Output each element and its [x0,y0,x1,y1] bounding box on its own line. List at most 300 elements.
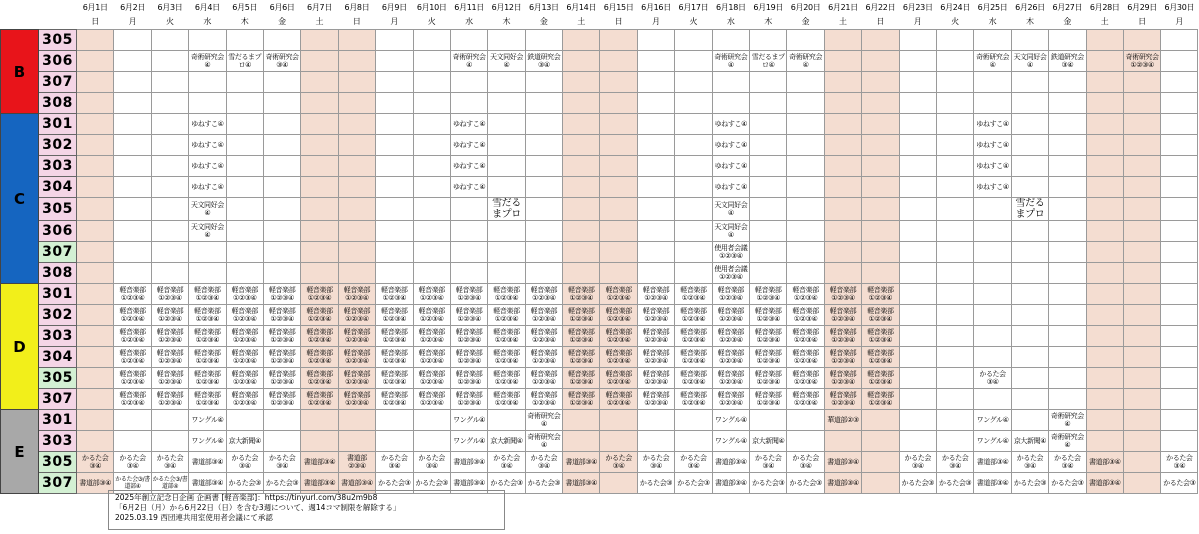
booking-cell: 軽音楽部①②③④ [450,347,487,368]
booking-cell [1161,305,1198,326]
booking-cell [1011,410,1048,431]
booking-cell [1011,368,1048,389]
booking-cell [263,431,300,452]
booking-cell [899,242,936,263]
booking-cell [376,156,413,177]
booking-cell: かるた会③ [376,473,413,494]
booking-cell [675,198,712,221]
booking-cell [338,93,375,114]
booking-cell [824,93,861,114]
room-row [1,72,1198,93]
booking-cell [899,284,936,305]
booking-cell: 奇術研究会③④ [263,51,300,72]
booking-cell: 軽音楽部①②③④ [488,347,525,368]
booking-cell [899,198,936,221]
booking-cell: 軽音楽部①②③④ [413,347,450,368]
booking-cell [338,198,375,221]
room-row [1,51,1198,72]
booking-cell: 軽音楽部①②③④ [114,305,151,326]
booking-cell [114,156,151,177]
booking-cell [376,177,413,198]
weekday-header: 金 [1063,17,1072,26]
booking-cell: 軽音楽部①②③④ [338,347,375,368]
booking-cell [750,263,787,284]
date-header: 6月8日 [344,2,370,12]
weekday-header: 火 [689,17,698,26]
booking-cell: 軽音楽部①②③④ [525,305,562,326]
booking-cell [862,221,899,242]
booking-cell: かるた会③④ [600,452,637,473]
booking-cell [563,156,600,177]
weekday-header: 水 [988,17,997,26]
booking-cell [600,410,637,431]
room-row [1,93,1198,114]
booking-cell [936,242,973,263]
booking-cell [1161,177,1198,198]
date-header: 6月16日 [641,2,671,12]
booking-cell [1123,72,1160,93]
booking-cell: かるた会③ [488,473,525,494]
booking-cell: かるた会③④ [1011,452,1048,473]
booking-cell [675,242,712,263]
booking-cell [637,51,674,72]
booking-cell: 軽音楽部①②③④ [637,368,674,389]
booking-cell: 書道部③④ [338,473,375,494]
booking-cell: 軽音楽部①②③④ [338,284,375,305]
booking-cell: ゆねすこ④ [974,177,1011,198]
booking-cell [114,93,151,114]
booking-cell [376,221,413,242]
booking-cell [77,389,114,410]
booking-cell [1123,156,1160,177]
booking-cell: 軽音楽部①②③④ [600,326,637,347]
booking-cell [338,263,375,284]
booking-cell: 華道部②③ [824,410,861,431]
booking-cell [824,242,861,263]
booking-cell: 軽音楽部①②③④ [301,305,338,326]
booking-cell [226,242,263,263]
booking-cell [1123,242,1160,263]
booking-cell: 書道部③④ [974,473,1011,494]
booking-cell [338,242,375,263]
booking-cell: かるた会③ [1049,473,1086,494]
room-label: 304 [39,347,77,368]
booking-cell: 軽音楽部①②③④ [862,284,899,305]
booking-cell [226,263,263,284]
booking-cell: 書道部③④ [189,473,226,494]
booking-cell [1161,93,1198,114]
booking-cell [600,221,637,242]
booking-cell [563,72,600,93]
booking-cell [637,156,674,177]
booking-cell: ワングル④ [712,410,749,431]
booking-cell: 書道部③④ [712,473,749,494]
booking-cell [862,431,899,452]
booking-cell [114,177,151,198]
booking-cell [1123,452,1160,473]
booking-cell: ゆねすこ④ [712,177,749,198]
booking-cell [862,30,899,51]
room-label: 303 [39,431,77,452]
booking-cell: 雪だるまプロ [488,198,525,221]
booking-cell [77,198,114,221]
booking-cell [263,242,300,263]
booking-cell [77,326,114,347]
room-row [1,242,1198,263]
booking-cell: 書道部③④ [189,452,226,473]
booking-cell [1011,347,1048,368]
booking-cell [675,72,712,93]
booking-cell [77,305,114,326]
date-header: 6月23日 [902,2,933,12]
booking-cell: 軽音楽部①②③④ [637,389,674,410]
booking-cell [750,242,787,263]
booking-cell: 軽音楽部①②③④ [712,326,749,347]
room-row [1,156,1198,177]
booking-cell: 京大新聞④ [488,431,525,452]
booking-cell [936,198,973,221]
booking-cell: 軽音楽部①②③④ [338,368,375,389]
booking-cell [600,156,637,177]
booking-cell [750,114,787,135]
booking-cell [301,177,338,198]
booking-cell [114,30,151,51]
booking-cell [787,410,824,431]
booking-cell [787,156,824,177]
booking-cell: 軽音楽部①②③④ [488,326,525,347]
booking-cell: 軽音楽部①②③④ [525,347,562,368]
booking-cell [525,198,562,221]
booking-cell [974,198,1011,221]
booking-cell [376,93,413,114]
booking-cell [226,198,263,221]
booking-cell [450,72,487,93]
booking-cell [226,135,263,156]
booking-cell [189,72,226,93]
booking-cell [787,221,824,242]
booking-cell: 京大新聞④ [1011,431,1048,452]
booking-cell [600,114,637,135]
date-header: 6月5日 [232,2,258,12]
booking-cell: 軽音楽部①②③④ [301,284,338,305]
booking-cell: 書道部③④ [77,473,114,494]
booking-cell [488,177,525,198]
booking-cell: 軽音楽部①②③④ [563,368,600,389]
booking-cell [525,30,562,51]
booking-cell [750,93,787,114]
booking-cell [525,221,562,242]
booking-cell: 軽音楽部①②③④ [824,284,861,305]
memo-line-3: 2025.03.19 西団連共用室使用者会議にて承認 [115,513,273,522]
room-label: 305 [39,452,77,473]
booking-cell [263,410,300,431]
date-header: 6月9日 [381,2,407,12]
booking-cell [1123,198,1160,221]
date-header-row [1,0,1198,14]
booking-cell: 書道部③④ [1086,473,1123,494]
room-row [1,198,1198,221]
booking-cell: 軽音楽部①②③④ [263,389,300,410]
booking-cell [1086,368,1123,389]
date-header: 6月17日 [678,2,709,12]
booking-cell [675,51,712,72]
booking-cell: かるた会③④ [488,452,525,473]
booking-cell [787,242,824,263]
booking-cell [899,389,936,410]
booking-cell [1123,431,1160,452]
booking-cell [563,431,600,452]
booking-cell: 軽音楽部①②③④ [750,305,787,326]
booking-cell [1049,114,1086,135]
booking-cell: 軽音楽部①②③④ [263,284,300,305]
booking-cell [936,263,973,284]
booking-cell [77,368,114,389]
booking-cell: 軽音楽部①②③④ [787,326,824,347]
room-label: 303 [39,326,77,347]
booking-cell [862,242,899,263]
booking-cell [824,263,861,284]
booking-cell [376,72,413,93]
booking-cell: 軽音楽部①②③④ [189,347,226,368]
booking-cell [413,177,450,198]
booking-cell: かるた会③④ [263,452,300,473]
booking-cell [936,410,973,431]
booking-cell [899,177,936,198]
booking-cell: 軽音楽部①②③④ [301,347,338,368]
weekday-header: 金 [539,17,548,26]
booking-cell [637,135,674,156]
booking-cell: 軽音楽部①②③④ [226,284,263,305]
booking-cell: 軽音楽部①②③④ [750,347,787,368]
booking-cell [637,177,674,198]
booking-cell: かるた会③/書道部④ [151,473,188,494]
booking-cell: 軽音楽部①②③④ [376,305,413,326]
booking-cell: 天文同好会④ [488,51,525,72]
booking-cell [488,30,525,51]
booking-cell [376,51,413,72]
booking-cell: かるた会③ [525,473,562,494]
booking-cell [1049,326,1086,347]
booking-cell [675,221,712,242]
booking-cell: ワングル④ [189,410,226,431]
booking-cell [862,93,899,114]
booking-cell: 書道部③④ [450,473,487,494]
booking-cell: 軽音楽部①②③④ [750,326,787,347]
booking-cell: ゆねすこ④ [712,156,749,177]
booking-cell: 軽音楽部①②③④ [824,305,861,326]
booking-cell [151,263,188,284]
booking-cell: 軽音楽部①②③④ [263,305,300,326]
booking-cell [263,156,300,177]
date-header: 6月24日 [940,2,971,12]
booking-cell: 奇術研究会①②③④ [1123,51,1160,72]
booking-cell: 鉄道研究会③④ [1049,51,1086,72]
booking-cell [787,263,824,284]
room-row [1,347,1198,368]
booking-cell [1049,177,1086,198]
booking-cell [936,326,973,347]
booking-cell: 書道部③④ [563,473,600,494]
booking-cell [750,177,787,198]
booking-cell [862,114,899,135]
booking-cell [1011,93,1048,114]
booking-cell [1161,135,1198,156]
booking-cell [1011,72,1048,93]
booking-cell: 軽音楽部①②③④ [114,368,151,389]
booking-cell [563,51,600,72]
booking-cell [1161,410,1198,431]
booking-cell [77,177,114,198]
booking-cell [263,198,300,221]
booking-cell [114,72,151,93]
booking-cell: 軽音楽部①②③④ [488,368,525,389]
date-header: 6月12日 [491,2,522,12]
weekday-header: 日 [876,17,885,26]
booking-cell [263,135,300,156]
booking-cell: 軽音楽部①②③④ [338,326,375,347]
booking-cell: 書道部③④ [974,452,1011,473]
booking-cell [824,431,861,452]
booking-cell [600,198,637,221]
booking-cell [675,30,712,51]
booking-cell: 軽音楽部①②③④ [226,305,263,326]
booking-cell: 軽音楽部①②③④ [862,368,899,389]
booking-cell [413,72,450,93]
booking-cell [301,242,338,263]
booking-cell: 軽音楽部①②③④ [824,368,861,389]
booking-cell [787,431,824,452]
booking-cell: 軽音楽部①②③④ [862,305,899,326]
booking-cell [77,72,114,93]
booking-cell [376,114,413,135]
booking-cell: かるた会③ [637,473,674,494]
weekday-header: 木 [1025,17,1034,26]
booking-cell: 軽音楽部①②③④ [824,389,861,410]
booking-cell [675,114,712,135]
weekday-header: 火 [951,17,960,26]
booking-cell: 軽音楽部①②③④ [226,347,263,368]
booking-cell [151,30,188,51]
booking-cell: 軽音楽部①②③④ [189,284,226,305]
booking-cell: かるた会③④ [77,452,114,473]
booking-cell [263,93,300,114]
booking-cell: 軽音楽部①②③④ [637,326,674,347]
booking-cell: 軽音楽部①②③④ [675,326,712,347]
booking-cell [77,51,114,72]
booking-cell [151,114,188,135]
booking-cell [77,242,114,263]
date-header: 6月1日 [82,2,108,12]
booking-cell [787,198,824,221]
booking-cell: 軽音楽部①②③④ [525,284,562,305]
date-header: 6月13日 [528,2,559,12]
booking-cell: 軽音楽部①②③④ [637,284,674,305]
booking-cell: 軽音楽部①②③④ [488,389,525,410]
booking-cell [824,156,861,177]
booking-cell [301,135,338,156]
booking-cell [862,263,899,284]
booking-cell [226,72,263,93]
booking-cell [637,93,674,114]
booking-cell: かるた会③ [750,473,787,494]
booking-cell [263,263,300,284]
booking-cell: ゆねすこ④ [189,135,226,156]
date-header: 6月18日 [715,2,746,12]
booking-cell [936,389,973,410]
booking-cell [151,221,188,242]
booking-cell [936,177,973,198]
date-header: 6月14日 [566,2,597,12]
booking-cell: 天文同好会④ [712,221,749,242]
booking-cell [1123,30,1160,51]
booking-cell: 天文同好会④ [1011,51,1048,72]
booking-cell [899,30,936,51]
booking-cell [637,30,674,51]
booking-cell [563,410,600,431]
room-row [1,305,1198,326]
booking-cell: 奇術研究会④ [974,51,1011,72]
weekday-header: 月 [1175,17,1184,26]
booking-cell: かるた会③④ [525,452,562,473]
booking-cell: かるた会③ [226,473,263,494]
booking-cell: 軽音楽部①②③④ [413,368,450,389]
booking-cell [114,198,151,221]
booking-cell [151,431,188,452]
booking-cell: 軽音楽部①②③④ [712,284,749,305]
booking-cell [563,242,600,263]
booking-cell [1011,221,1048,242]
booking-cell [787,72,824,93]
booking-cell: 軽音楽部①②③④ [488,305,525,326]
booking-cell [488,156,525,177]
booking-cell [488,93,525,114]
booking-cell: 軽音楽部①②③④ [338,389,375,410]
booking-cell: ゆねすこ④ [974,156,1011,177]
booking-cell [77,410,114,431]
booking-cell [899,410,936,431]
booking-cell: 軽音楽部①②③④ [450,368,487,389]
booking-cell [77,30,114,51]
booking-cell [563,221,600,242]
booking-cell [301,431,338,452]
booking-cell [1086,156,1123,177]
booking-cell [376,431,413,452]
booking-cell [675,93,712,114]
booking-cell [637,221,674,242]
booking-cell: 軽音楽部①②③④ [376,389,413,410]
booking-cell: 軽音楽部①②③④ [787,368,824,389]
booking-cell: 軽音楽部①②③④ [114,389,151,410]
header-corner [1,14,77,30]
booking-cell [1123,305,1160,326]
booking-cell: かるた会③④ [1049,452,1086,473]
booking-cell: 書道部②③④ [338,452,375,473]
booking-cell: 奇術研究会④ [525,410,562,431]
weekday-header: 金 [278,17,287,26]
booking-cell: 軽音楽部①②③④ [301,326,338,347]
booking-cell [1123,93,1160,114]
booking-cell [1086,221,1123,242]
booking-cell [1011,114,1048,135]
booking-cell: かるた会③ [1011,473,1048,494]
booking-cell [413,93,450,114]
booking-cell [750,135,787,156]
booking-cell [450,263,487,284]
booking-cell [1161,326,1198,347]
booking-cell: 軽音楽部①②③④ [787,389,824,410]
booking-cell [899,72,936,93]
booking-cell [637,263,674,284]
